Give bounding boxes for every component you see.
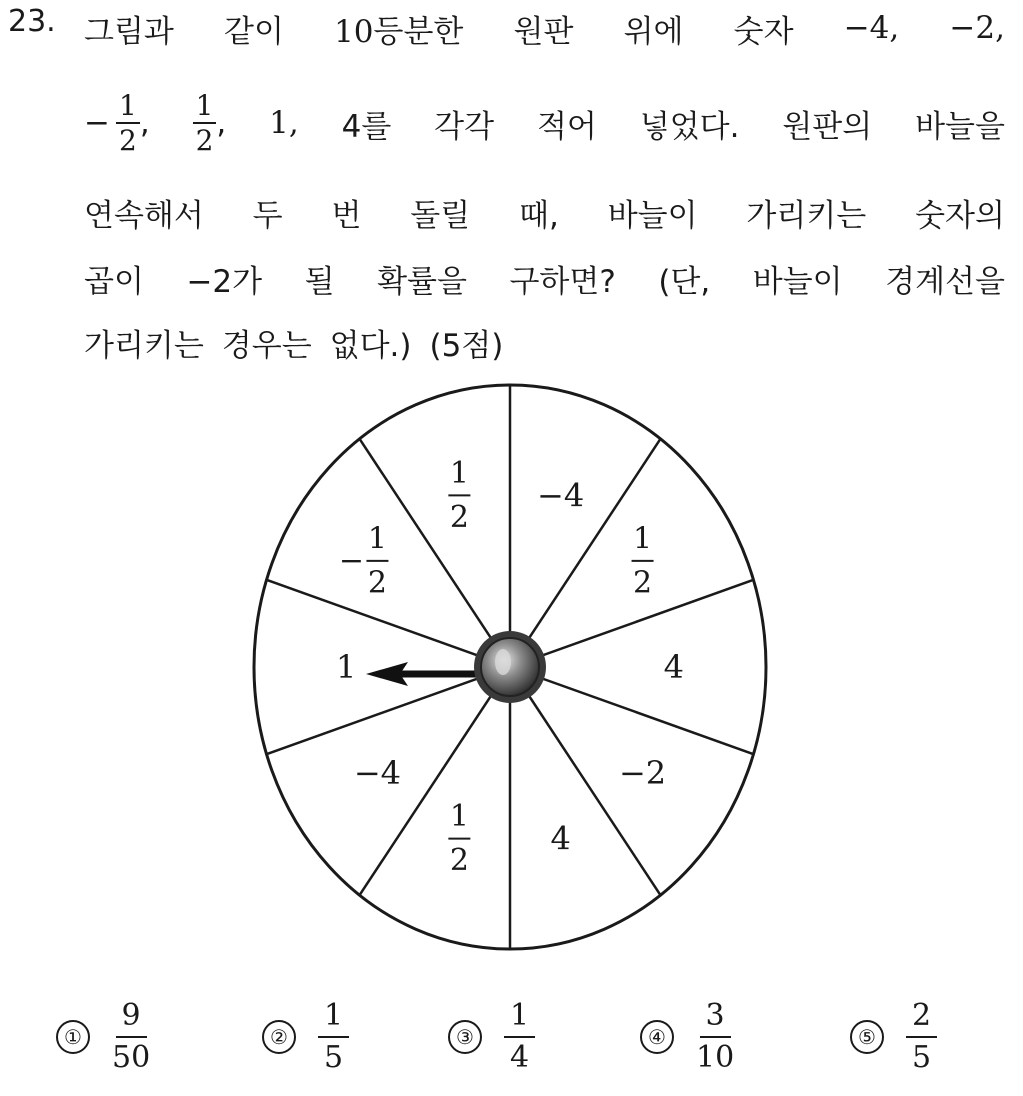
choice-fraction: [318, 1000, 349, 1073]
numerator: 1: [193, 91, 217, 124]
word: 곱이: [84, 263, 144, 300]
word: 가리키는: [84, 327, 204, 364]
word: 그림과: [84, 13, 174, 50]
word: 숫자: [733, 13, 794, 50]
numerator: 2: [906, 1000, 937, 1038]
word: 없다.): [329, 327, 412, 364]
minus-sign: −: [84, 105, 110, 141]
choice-marker: ⑤: [850, 1020, 884, 1054]
sector-minus-sign: −: [338, 543, 365, 579]
comma: ,: [139, 105, 150, 141]
word: 10등분한: [334, 13, 464, 50]
sector-numerator: 1: [449, 799, 469, 835]
word: −2가: [186, 263, 263, 300]
sector-value: −2: [618, 754, 667, 793]
sector-value: 4: [550, 819, 571, 858]
spinner-hub: [474, 631, 546, 703]
sector-denominator: 2: [633, 565, 653, 601]
sector-label: [619, 754, 666, 792]
sector-denominator: 2: [367, 565, 387, 601]
word: −2,: [949, 10, 1005, 46]
numerator: 3: [700, 1000, 731, 1038]
sector-numerator: 1: [633, 521, 653, 557]
sector-value: −4: [537, 476, 585, 515]
word: 확률을: [377, 263, 467, 300]
word: 넣었다.: [639, 108, 740, 145]
word: 때,: [519, 197, 559, 234]
numerator: 1: [504, 1000, 535, 1038]
numerator: 1: [116, 91, 140, 124]
sector-label: [448, 456, 470, 535]
choice-1[interactable]: [56, 1000, 150, 1073]
choice-fraction: [696, 1000, 734, 1073]
word: (단,: [658, 263, 711, 300]
word: −4,: [843, 10, 900, 46]
denominator: 2: [118, 124, 137, 157]
answer-choices: [0, 1000, 1023, 1096]
sector-label: [537, 476, 584, 514]
word: 원판의: [782, 108, 873, 145]
word: 두: [252, 197, 283, 234]
problem-number: 23.: [8, 4, 56, 39]
sector-value: 4: [663, 648, 685, 686]
sector-label: [632, 521, 654, 600]
sector-value: −4: [353, 754, 402, 793]
numerator: 1: [318, 1000, 349, 1038]
denominator: 10: [696, 1039, 735, 1075]
word: 바늘을: [915, 108, 1005, 145]
sector-denominator: 2: [449, 843, 469, 879]
word: 구하면?: [509, 263, 616, 300]
choice-5[interactable]: [850, 1000, 937, 1073]
sector-label: [448, 799, 470, 878]
comma: ,: [216, 105, 227, 141]
sector-label: [336, 648, 356, 686]
word: 경계선을: [885, 263, 1005, 300]
denominator: 2: [195, 124, 214, 157]
choice-fraction: [504, 1000, 535, 1073]
sector-label: [550, 820, 570, 858]
sector-denominator: 2: [449, 499, 469, 535]
word: 연속해서: [84, 197, 204, 234]
word: 바늘이: [752, 263, 843, 300]
choice-3[interactable]: [448, 1000, 535, 1073]
hub-highlight: [495, 649, 511, 675]
choice-marker: ③: [448, 1020, 482, 1054]
word: 번: [331, 197, 362, 234]
word: 될: [304, 263, 335, 300]
denominator: 5: [912, 1039, 932, 1075]
word: 숫자의: [915, 197, 1005, 234]
word: 같이: [224, 13, 284, 50]
word: 원판: [513, 13, 574, 50]
word: 경우는: [221, 327, 312, 364]
word: 각각: [434, 108, 495, 145]
choice-marker: ④: [640, 1020, 674, 1054]
choice-marker: ②: [262, 1020, 296, 1054]
choice-fraction: [112, 1000, 150, 1073]
word: 적어: [536, 108, 597, 145]
choice-marker: ①: [56, 1020, 90, 1054]
denominator: 4: [510, 1039, 530, 1075]
sector-numerator: 1: [367, 521, 387, 557]
sector-numerator: 1: [449, 455, 469, 491]
word: 1,: [269, 105, 299, 141]
word: 4를: [341, 108, 392, 145]
numerator: 9: [116, 1000, 147, 1038]
sector-value: 1: [335, 648, 357, 686]
choice-4[interactable]: [640, 1000, 734, 1073]
sector-label: [354, 754, 401, 792]
word: 가리키는: [746, 197, 867, 234]
word: (5점): [429, 327, 504, 364]
denominator: 50: [112, 1039, 151, 1075]
denominator: 5: [324, 1039, 344, 1075]
sector-label: [664, 648, 684, 686]
word: 위에: [623, 13, 684, 50]
word: 돌릴: [410, 197, 471, 234]
choice-2[interactable]: [262, 1000, 349, 1073]
word: 바늘이: [607, 197, 698, 234]
choice-fraction: [906, 1000, 937, 1073]
